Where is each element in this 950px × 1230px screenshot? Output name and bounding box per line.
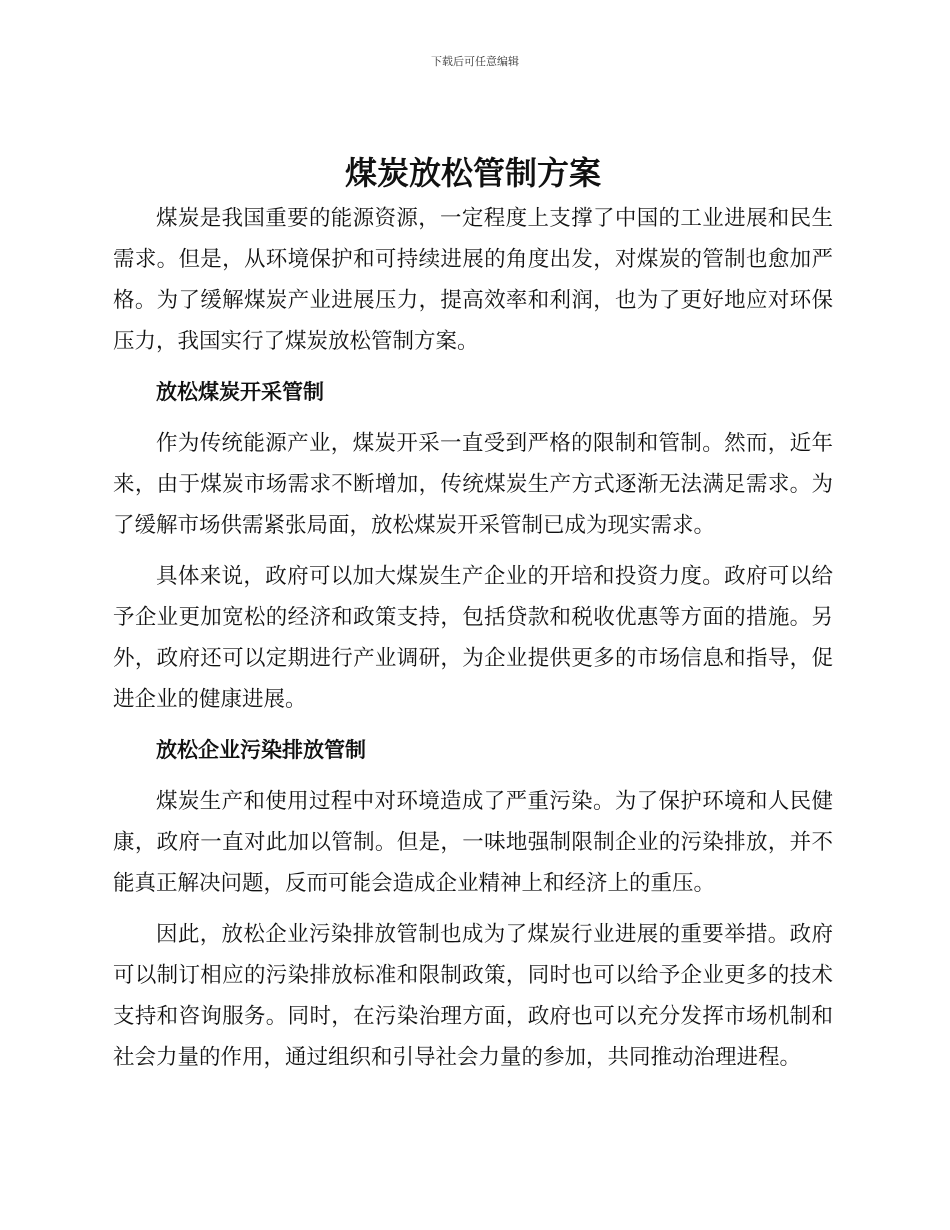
section-heading-coal-mining: 放松煤炭开采管制 [156,380,324,404]
paragraph-pollution-1: 煤炭生产和使用过程中对环境造成了严重污染。为了保护环境和人民健康，政府一直对此加以管制。但是，一味地强制限制企业的污染排放，并不能真正解决问题，反而可能会造成企业精神上和经济上的重压。 [113,789,833,896]
document-body [113,148,833,1078]
document-title: 煤炭放松管制方案 [344,154,601,192]
paragraph-pollution-2: 因此，放松企业污染排放管制也成为了煤炭行业进展的重要举措。政府可以制订相应的污染排放标准和限制政策，同时也可以给予企业更多的技术支持和咨询服务。同时，在污染治理方面，政府也可以充分发挥市场机制和社会力量的作用，通过组织和引导社会力量的参加，共同推动治理进程。 [113,922,833,1070]
paragraph-mining-1: 作为传统能源产业，煤炭开采一直受到严格的限制和管制。然而，近年来，由于煤炭市场需求不断增加，传统煤炭生产方式逐渐无法满足需求。为了缓解市场供需紧张局面，放松煤炭开采管制已成为现实需求。 [113,431,833,538]
header-note: 下载后可任意编辑 [431,55,519,68]
paragraph-mining-2: 具体来说，政府可以加大煤炭生产企业的开培和投资力度。政府可以给予企业更加宽松的经济和政策支持，包括贷款和税收优惠等方面的措施。另外，政府还可以定期进行产业调研，为企业提供更多的市场信息和指导，促进企业的健康进展。 [113,564,833,712]
intro-paragraph: 煤炭是我国重要的能源资源，一定程度上支撑了中国的工业进展和民生需求。但是，从环境保护和可持续进展的角度出发，对煤炭的管制也愈加严格。为了缓解煤炭产业进展压力，提高效率和利润，也为了更好地应对环保压力，我国实行了煤炭放松管制方案。 [113,206,833,354]
section-heading-pollution: 放松企业污染排放管制 [156,738,366,762]
